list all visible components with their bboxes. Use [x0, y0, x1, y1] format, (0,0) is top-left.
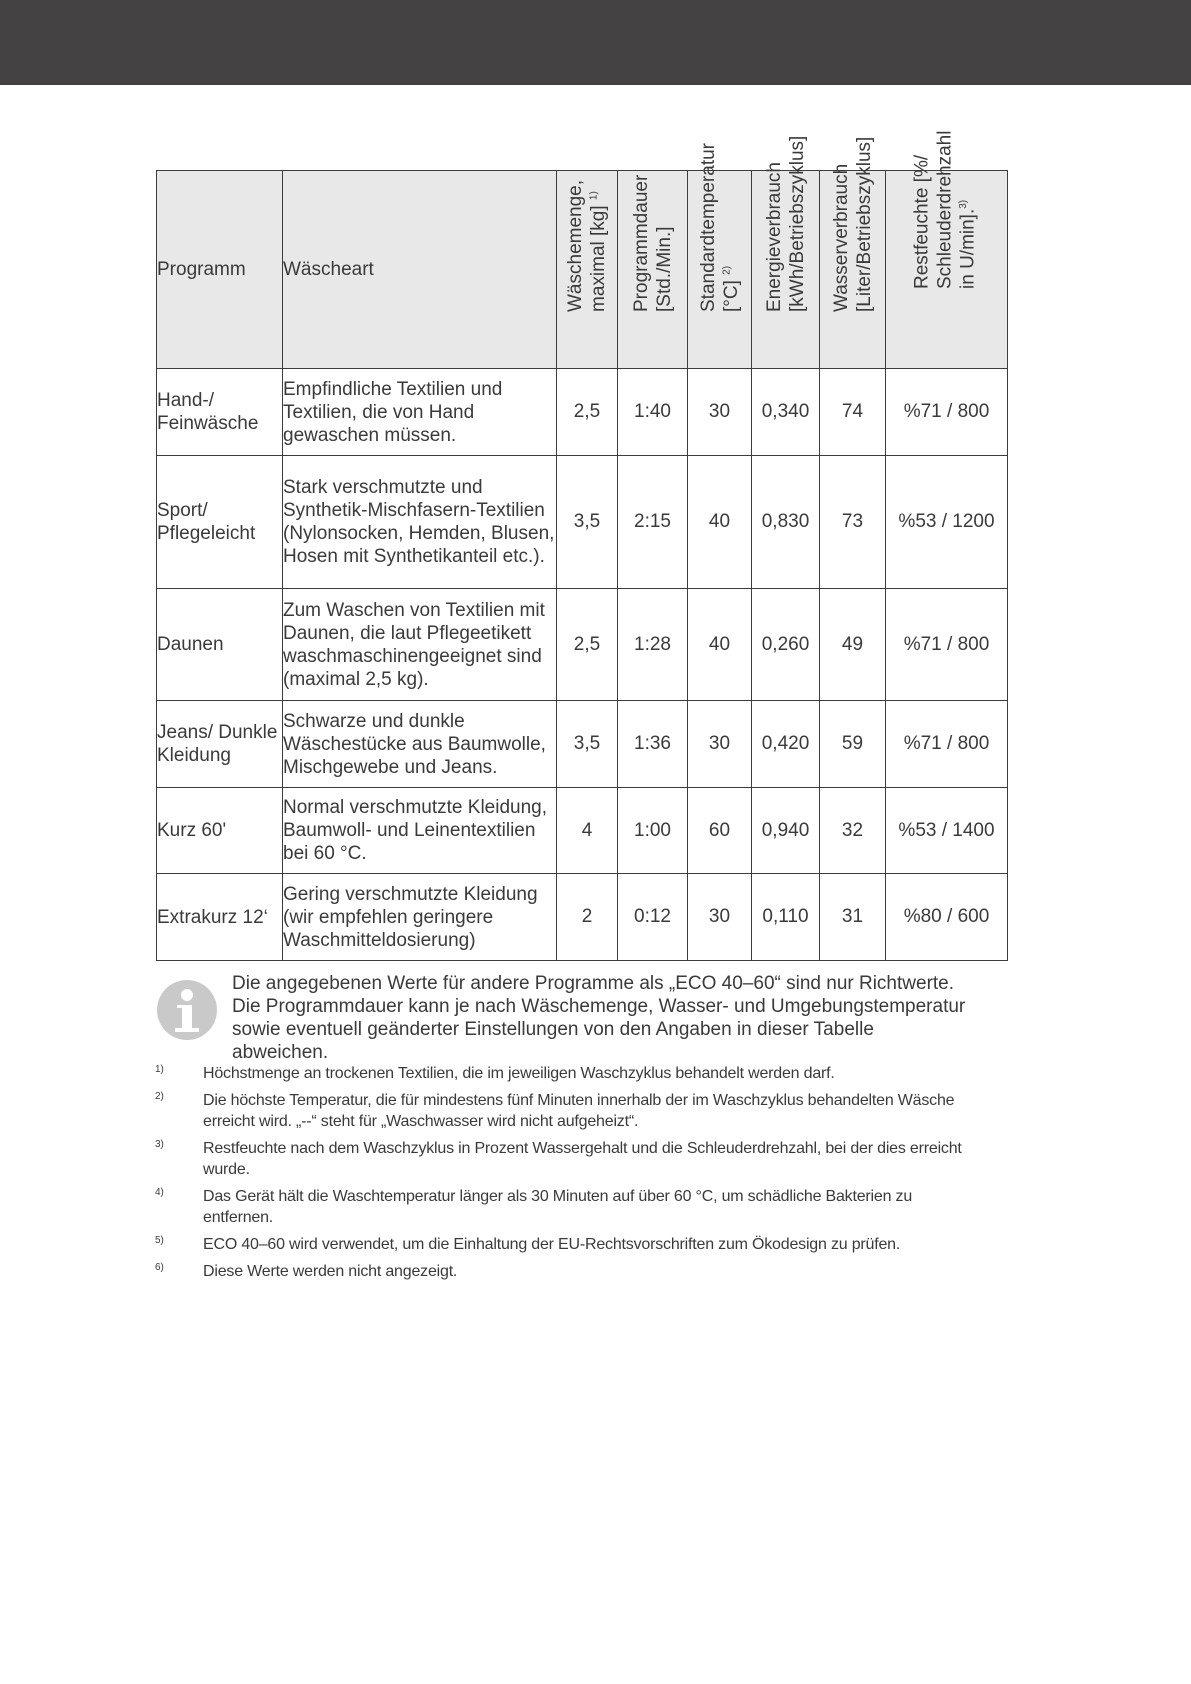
cell-wasser: 32	[820, 788, 886, 874]
table-row	[157, 788, 1008, 874]
cell-restfeuchte: %71 / 800	[886, 701, 1008, 788]
header-standardtemperatur	[688, 143, 752, 369]
cell-waeschemenge: 2	[557, 874, 618, 961]
cell-programmdauer: 1:00	[618, 788, 688, 874]
cell-programm: Jeans/ Dunkle Kleidung	[157, 701, 283, 788]
cell-wasser: 49	[820, 589, 886, 701]
cell-waescheart: Gering verschmutzte Kleidung (wir empfehlen geringere Waschmitteldosierung)	[283, 874, 557, 961]
header-bar	[0, 0, 1191, 85]
cell-waescheart: Zum Waschen von Textilien mit Daunen, die laut Pflegeetikett waschmaschinengeeignet sind (maximal 2,5 kg).	[283, 589, 557, 701]
header-wasserverbrauch	[820, 136, 886, 369]
cell-restfeuchte: %53 / 1400	[886, 788, 1008, 874]
info-note-line: Die angegebenen Werte für andere Programme als „ECO 40–60“ sind nur Richtwerte.	[232, 973, 955, 994]
info-note-line: Die Programmdauer kann je nach Wäschemenge, Wasser- und Umgebungstemperatur	[232, 996, 966, 1017]
cell-waeschemenge: 3,5	[557, 701, 618, 788]
header-energieverbrauch-label: Energieverbrauch [kWh/Betriebszyklus]	[763, 135, 808, 312]
table-row	[157, 369, 1008, 456]
header-programmdauer-label: Programmdauer [Std./Min.]	[630, 174, 675, 312]
cell-waescheart: Stark verschmutzte und Synthetik-Mischfasern-Textilien (Nylonsocken, Hemden, Blusen, Hosen mit Synthetikanteil etc.).	[283, 456, 557, 589]
footnote-mark: 1)	[155, 1064, 164, 1075]
cell-wasser: 73	[820, 456, 886, 589]
cell-waeschemenge: 3,5	[557, 456, 618, 589]
cell-energie: 0,420	[752, 701, 820, 788]
table-row	[157, 874, 1008, 961]
cell-temperatur: 40	[688, 456, 752, 589]
info-icon	[157, 980, 217, 1040]
footnote-ref-2: 2)	[721, 265, 733, 275]
cell-programmdauer: 1:40	[618, 369, 688, 456]
table-header-row	[157, 171, 1008, 369]
cell-waescheart: Empfindliche Textilien und Textilien, die von Hand gewaschen müssen.	[283, 369, 557, 456]
cell-waescheart: Schwarze und dunkle Wäschestücke aus Baumwolle, Mischgewebe und Jeans.	[283, 701, 557, 788]
header-standardtemperatur-label: Standardtemperatur [°C]	[697, 143, 742, 312]
table-row	[157, 701, 1008, 788]
header-wasserverbrauch-label: Wasserverbrauch [Liter/Betriebszyklus]	[830, 136, 875, 312]
cell-programm: Hand-/ Feinwäsche	[157, 369, 283, 456]
footnote-ref-3: 3)	[957, 199, 969, 209]
header-waescheart: Wäscheart	[283, 171, 557, 369]
footnote-text: Höchstmenge an trockenen Textilien, die im jeweiligen Waschzyklus behandelt werden darf.	[203, 1065, 835, 1082]
info-note	[232, 972, 967, 1064]
info-note-line: sowie eventuell geänderter Einstellungen von den Angaben in dieser Tabelle abweichen.	[232, 1019, 874, 1063]
program-table	[156, 130, 1008, 961]
footnote-item	[155, 1090, 975, 1132]
footnote-item	[155, 1234, 975, 1255]
table-row	[157, 589, 1008, 701]
cell-temperatur: 30	[688, 369, 752, 456]
cell-temperatur: 60	[688, 788, 752, 874]
cell-programmdauer: 0:12	[618, 874, 688, 961]
cell-energie: 0,940	[752, 788, 820, 874]
cell-programmdauer: 1:36	[618, 701, 688, 788]
footnote-item	[155, 1063, 975, 1084]
footnote-mark: 4)	[155, 1187, 164, 1198]
footnote-item	[155, 1186, 975, 1228]
cell-waeschemenge: 2,5	[557, 589, 618, 701]
cell-restfeuchte: %80 / 600	[886, 874, 1008, 961]
header-programmdauer	[618, 171, 688, 369]
footnote-text: Das Gerät hält die Waschtemperatur länger als 30 Minuten auf über 60 °C, um schädliche Bakterien zu entfernen.	[203, 1188, 913, 1226]
cell-energie: 0,260	[752, 589, 820, 701]
footnote-mark: 5)	[155, 1235, 164, 1246]
cell-wasser: 74	[820, 369, 886, 456]
cell-temperatur: 30	[688, 701, 752, 788]
footnote-ref-1: 1)	[588, 191, 600, 201]
footnote-mark: 6)	[155, 1262, 164, 1273]
footnote-text: Die höchste Temperatur, die für mindestens fünf Minuten innerhalb der im Waschzyklus behandelten Wäsche erreicht wird. „--“ steht für „Waschwasser wird nicht aufgeheizt“.	[203, 1092, 955, 1130]
cell-programmdauer: 1:28	[618, 589, 688, 701]
footnote-item	[155, 1138, 975, 1180]
footnote-text: Diese Werte werden nicht angezeigt.	[203, 1263, 458, 1280]
cell-energie: 0,830	[752, 456, 820, 589]
cell-wasser: 31	[820, 874, 886, 961]
cell-temperatur: 40	[688, 589, 752, 701]
header-restfeuchte-label: Restfeuchte [%/ Schleuderdrehzahl in U/min].	[911, 130, 978, 289]
cell-restfeuchte: %71 / 800	[886, 589, 1008, 701]
cell-energie: 0,340	[752, 369, 820, 456]
footnote-mark: 3)	[155, 1139, 164, 1150]
table-row	[157, 456, 1008, 589]
cell-programm: Extrakurz 12‘	[157, 874, 283, 961]
header-restfeuchte	[886, 130, 1008, 369]
footnote-item	[155, 1261, 975, 1282]
cell-programm: Daunen	[157, 589, 283, 701]
cell-programm: Kurz 60'	[157, 788, 283, 874]
cell-wasser: 59	[820, 701, 886, 788]
header-waeschemenge-label: Wäschemenge, maximal [kg]	[565, 179, 609, 312]
cell-waeschemenge: 4	[557, 788, 618, 874]
cell-energie: 0,110	[752, 874, 820, 961]
cell-restfeuchte: %53 / 1200	[886, 456, 1008, 589]
cell-temperatur: 30	[688, 874, 752, 961]
header-waeschemenge	[557, 171, 618, 369]
footnote-text: Restfeuchte nach dem Waschzyklus in Prozent Wassergehalt und die Schleuderdrehzahl, bei der dies erreicht wurde.	[203, 1140, 962, 1178]
cell-programmdauer: 2:15	[618, 456, 688, 589]
cell-waescheart: Normal verschmutzte Kleidung, Baumwoll- und Leinentextilien bei 60 °C.	[283, 788, 557, 874]
footnote-mark: 2)	[155, 1091, 164, 1102]
header-energieverbrauch	[752, 135, 820, 369]
header-programm: Programm	[157, 171, 283, 369]
footnote-text: ECO 40–60 wird verwendet, um die Einhaltung der EU-Rechtsvorschriften zum Ökodesign zu prüfen.	[203, 1236, 901, 1253]
cell-programm: Sport/ Pflegeleicht	[157, 456, 283, 589]
footnotes	[155, 1063, 975, 1288]
cell-restfeuchte: %71 / 800	[886, 369, 1008, 456]
cell-waeschemenge: 2,5	[557, 369, 618, 456]
